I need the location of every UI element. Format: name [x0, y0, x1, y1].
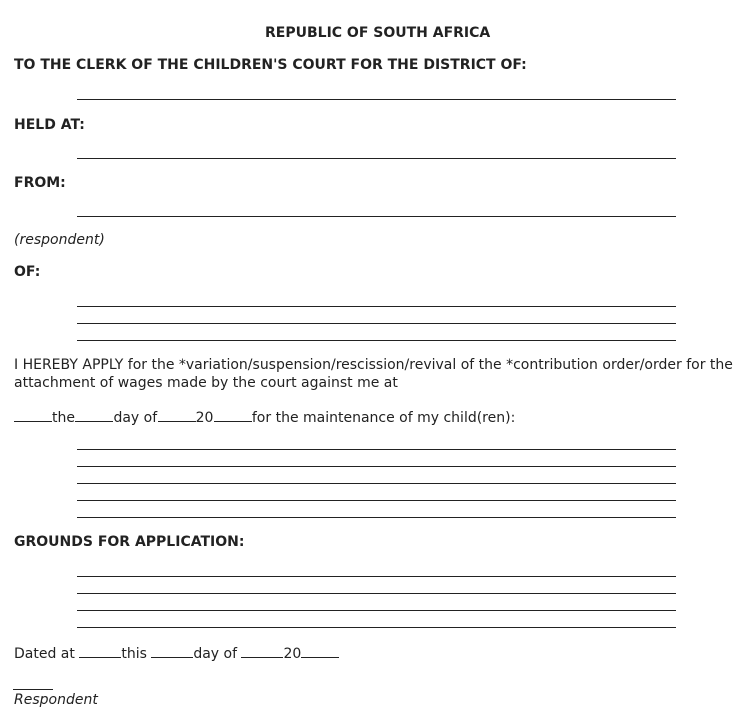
addressee-line: TO THE CLERK OF THE CHILDREN'S COURT FOR THE DISTRICT OF: [14, 57, 527, 73]
from-field-line[interactable] [77, 216, 676, 217]
of-label: OF: [14, 264, 41, 280]
respondent-signature-label: Respondent [14, 692, 98, 708]
day-of-word: day of [113, 410, 158, 426]
grounds-field-line-4[interactable] [77, 627, 676, 628]
dated-line [14, 643, 339, 662]
dated-day-blank[interactable] [151, 643, 193, 658]
grounds-field-line-3[interactable] [77, 610, 676, 611]
order-day-blank[interactable] [14, 407, 52, 422]
from-label: FROM: [14, 175, 66, 191]
application-text-line-2: attachment of wages made by the court against me at [14, 375, 398, 391]
application-text-line-1: I HEREBY APPLY for the *variation/suspension/rescission/revival of the *contribution order/order for the [14, 357, 733, 373]
held-at-label: HELD AT: [14, 117, 85, 133]
grounds-field-line-2[interactable] [77, 593, 676, 594]
children-field-line-5[interactable] [77, 517, 676, 518]
children-field-line-1[interactable] [77, 449, 676, 450]
grounds-field-line-1[interactable] [77, 576, 676, 577]
district-field-line[interactable] [77, 99, 676, 100]
dated-century-prefix: 20 [283, 646, 302, 662]
address-field-line-2[interactable] [77, 323, 676, 324]
address-field-line-1[interactable] [77, 306, 676, 307]
century-prefix: 20 [195, 410, 214, 426]
dated-place-blank[interactable] [79, 643, 121, 658]
respondent-note: (respondent) [14, 232, 105, 248]
dated-day-of-word: day of [193, 646, 238, 662]
order-day-number-blank[interactable] [75, 407, 113, 422]
children-field-line-2[interactable] [77, 466, 676, 467]
this-word: this [121, 646, 147, 662]
maintenance-text: for the maintenance of my child(ren): [251, 410, 516, 426]
the-word: the [52, 410, 75, 426]
form-title: REPUBLIC OF SOUTH AFRICA [265, 25, 491, 41]
held-at-field-line[interactable] [77, 158, 676, 159]
dated-at-word: Dated at [14, 646, 75, 662]
children-field-line-3[interactable] [77, 483, 676, 484]
order-year-blank[interactable] [214, 407, 252, 422]
order-month-blank[interactable] [158, 407, 196, 422]
grounds-heading: GROUNDS FOR APPLICATION: [14, 534, 245, 550]
dated-month-blank[interactable] [241, 643, 283, 658]
children-field-line-4[interactable] [77, 500, 676, 501]
address-field-line-3[interactable] [77, 340, 676, 341]
dated-year-blank[interactable] [301, 643, 339, 658]
order-date-line [14, 407, 515, 426]
signature-line[interactable] [13, 689, 53, 690]
